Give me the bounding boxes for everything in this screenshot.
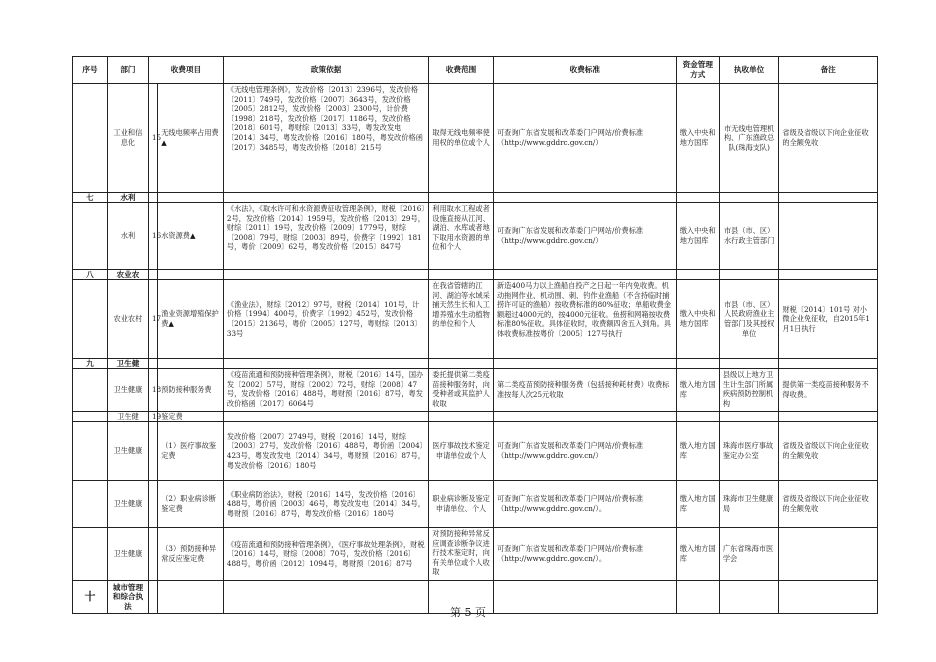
- note: 财税〔2014〕101号 对小微企业免征收，自2015年1月1日执行: [779, 280, 878, 359]
- fee-standard: 可查询广东省发展和改革委门户网站/价费标准（http://www.gddrc.gov.cn/）。: [493, 481, 676, 528]
- header-standard: 收费标准: [493, 57, 676, 84]
- table-row: [73, 422, 878, 481]
- item-name: 无线电频率占用费▲: [158, 84, 224, 193]
- header-fund: 资金管理方式: [676, 57, 719, 84]
- fee-standard: 可查询广东省发展和改革委门户网站/价费标准（http://www.gddrc.gov.cn/）: [493, 203, 676, 270]
- policy-basis: 发改价格〔2007〕2749号，财税〔2016〕14号，财综〔2003〕27号，发改价格〔2016〕488号，粤价函〔2004〕423号，粤发改发电〔2014〕34号，粤财预〔2016〕87号，粤发改价格〔2016〕180号: [223, 422, 428, 481]
- dept-cell: 农业农村: [107, 280, 148, 359]
- item-name: （1）医疗事故鉴定费: [158, 422, 224, 481]
- fund-mode: 缴入地方国库: [676, 369, 719, 412]
- fee-scope: 利用取水工程或者设施直接从江河、湖泊、水库或者地下取用水资源的单位和个人: [429, 203, 494, 270]
- fee-scope: 取得无线电频率使用权的单位或个人: [429, 84, 494, 193]
- fee-scope: 在我省管辖的江河、湖泊等水域采捕天然生长和人工增养殖水生动植物的单位和个人: [429, 280, 494, 359]
- table-row: [73, 528, 878, 581]
- fee-standard: 新造400马力以上渔船自投产之日起一年内免收费。机动拖网作业、机动围、刺、钓作业渔船（不含持临时捕捞许可证的渔船）按收费标准的80%征收；单船收费金额超过4000元的，按4000元征收。鱼捞和网箱按收费标准80%征收。具体征收时，收费额四舍五入到角。具体收费标准按粤价〔2005〕127号执行: [493, 280, 676, 359]
- header-dept: 部门: [107, 57, 148, 84]
- header-collector: 执收单位: [719, 57, 779, 84]
- section-row: [73, 359, 878, 369]
- policy-basis: 《职业病防治法》，财税〔2016〕14号，发改价格〔2016〕488号，粤价函〔2003〕46号，粤发改发电〔2014〕34号，粤财预〔2016〕87号，粤发改价格〔2016〕180号: [223, 481, 428, 528]
- header-item: 收费项目: [148, 57, 223, 84]
- fee-standard: 可查询广东省发展和改革委门户网站/价费标准（http://www.gddrc.gov.cn/）: [493, 422, 676, 481]
- header-row: [73, 57, 878, 84]
- fee-scope: 对预防接种异常反应调查诊断争议进行技术鉴定时，向有关单位或个人收取: [429, 528, 494, 581]
- header-basis: 政策依据: [223, 57, 428, 84]
- section-name: 水利: [107, 193, 148, 203]
- table-row: [73, 481, 878, 528]
- item-name: （3）预防接种异常反应鉴定费: [158, 528, 224, 581]
- header-note: 备注: [779, 57, 878, 84]
- section-name: 农业农: [107, 270, 148, 280]
- note: 省级及省级以下向企业征收的全额免收: [779, 84, 878, 193]
- fund-mode: 缴入中央和地方国库: [676, 203, 719, 270]
- fund-mode: 缴入中央和地方国库: [676, 280, 719, 359]
- dept-cell: 水利: [107, 203, 148, 270]
- policy-basis: 《渔业法》，财综〔2012〕97号，财税〔2014〕101号，计价格〔1994〕400号，价费字〔1992〕452号，发改价格〔2015〕2136号，粤价〔2005〕127号，粤财综〔2013〕33号: [223, 280, 428, 359]
- header-seq: 序号: [73, 57, 108, 84]
- section-number: 十: [73, 581, 108, 614]
- collector: 市县（市、区）水行政主管部门: [719, 203, 779, 270]
- section-row: [73, 193, 878, 203]
- section-number: 九: [73, 359, 108, 369]
- fund-mode: 缴入中央和地方国库: [676, 84, 719, 193]
- policy-basis: 《疫苗流通和预防接种管理条例》，财税〔2016〕14号，国办发〔2002〕57号，财综〔2002〕72号，财综〔2008〕47号，发改价格〔2016〕488号，粤财预〔2016〕87号，粤发改价格函〔2017〕6064号: [223, 369, 428, 412]
- collector: 县级以上地方卫生计生部门所属疾病预防控制机构: [719, 369, 779, 412]
- item-name: （2）职业病诊断鉴定费: [158, 481, 224, 528]
- note: [779, 203, 878, 270]
- fund-mode: 缴入地方国库: [676, 481, 719, 528]
- policy-basis: 《无线电管理条例》，发改价格〔2013〕2396号，发改价格〔2011〕749号，发改价格〔2007〕3643号，发改价格〔2005〕2812号，发改价格〔2003〕2300号，计价费〔1998〕218号，发改价格〔2017〕1186号，发改价格〔2018〕601号，粤财综〔2013〕33号，粤发改发电〔2014〕34号，粤发改价格〔2016〕180号，粤发改价格函〔2017〕3485号，粤发改价格〔2018〕215号: [223, 84, 428, 193]
- dept-cell: 卫生健康: [107, 369, 148, 412]
- table-row: [73, 203, 878, 270]
- item-name: 预防接种服务费: [158, 369, 224, 412]
- fund-mode: 缴入地方国库: [676, 528, 719, 581]
- item-no: 19: [148, 412, 157, 422]
- fee-standard: 第二类疫苗预防接种服务费（包括接种耗材费）收费标准按每人次25元收取: [493, 369, 676, 412]
- fee-table-sheet: [72, 56, 878, 614]
- section-name: 城市管理和综合执法: [107, 581, 148, 614]
- item-no: 16: [148, 203, 157, 270]
- collector: 珠海市医疗事故鉴定办公室: [719, 422, 779, 481]
- header-scope: 收费范围: [429, 57, 494, 84]
- note: 省级及省级以下向企业征收的全额免收: [779, 422, 878, 481]
- collector: 珠海市卫生健康局: [719, 481, 779, 528]
- section-name: 卫生健: [107, 359, 148, 369]
- table-row: [73, 280, 878, 359]
- policy-basis: 《水法》，《取水许可和水资源费征收管理条例》，财税〔2016〕2号，发改价格〔2014〕1959号，发改价格〔2013〕29号，财综〔2011〕19号，发改价格〔2009〕1779号，财综〔2008〕79号，财综〔2003〕89号，价费字〔1992〕181号，粤价〔2009〕62号，粤发改价格〔2015〕847号: [223, 203, 428, 270]
- fee-standard: 可查询广东省发展和改革委门户网站/价费标准（http://www.gddrc.gov.cn/）。: [493, 528, 676, 581]
- dept-cell: 卫生健康: [107, 481, 148, 528]
- dept-cell: 卫生健: [107, 412, 148, 422]
- fund-mode: 缴入地方国库: [676, 422, 719, 481]
- dept-cell: 卫生健康: [107, 528, 148, 581]
- table-row: [73, 84, 878, 193]
- section-number: 八: [73, 270, 108, 280]
- fee-scope: 医疗事故技术鉴定申请单位或个人: [429, 422, 494, 481]
- note: 省级及省级以下向企业征收的全额免收: [779, 481, 878, 528]
- fee-scope: 职业病诊断及鉴定申请单位、个人: [429, 481, 494, 528]
- collector: 市无线电管理机构、广东渔政总队(珠海支队): [719, 84, 779, 193]
- item-no: 15: [148, 84, 157, 193]
- policy-basis: 《疫苗流通和预防接种管理条例》，《医疗事故处理条例》，财税〔2016〕14号，财综〔2008〕70号，发改价格〔2016〕488号，粤价函〔2012〕1094号，粤财预〔2016〕87号: [223, 528, 428, 581]
- section-row: [73, 270, 878, 280]
- dept-cell: 卫生健康: [107, 422, 148, 481]
- item-no: 18: [148, 369, 157, 412]
- fee-scope: 委托提供第二类疫苗接种服务时，向受种者或其监护人收取: [429, 369, 494, 412]
- note: [779, 528, 878, 581]
- fee-table: [72, 56, 878, 614]
- page-number: 第 5 页: [450, 606, 486, 619]
- collector: 广东省珠海市医学会: [719, 528, 779, 581]
- dept-cell: 工业和信息化: [107, 84, 148, 193]
- collector: 市县（市、区）人民政府渔业主管部门及其授权单位: [719, 280, 779, 359]
- item-name: 渔业资源增殖保护费▲: [158, 280, 224, 359]
- item-name: 水资源费▲: [158, 203, 224, 270]
- note: 提供第一类疫苗接种服务不得收费。: [779, 369, 878, 412]
- section-number: 七: [73, 193, 108, 203]
- table-row: [73, 369, 878, 412]
- item-no: 17: [148, 280, 157, 359]
- table-row: [73, 412, 878, 422]
- item-name: 鉴定费: [158, 412, 224, 422]
- fee-standard: 可查询广东省发展和改革委门户网站/价费标准（http://www.gddrc.gov.cn/）: [493, 84, 676, 193]
